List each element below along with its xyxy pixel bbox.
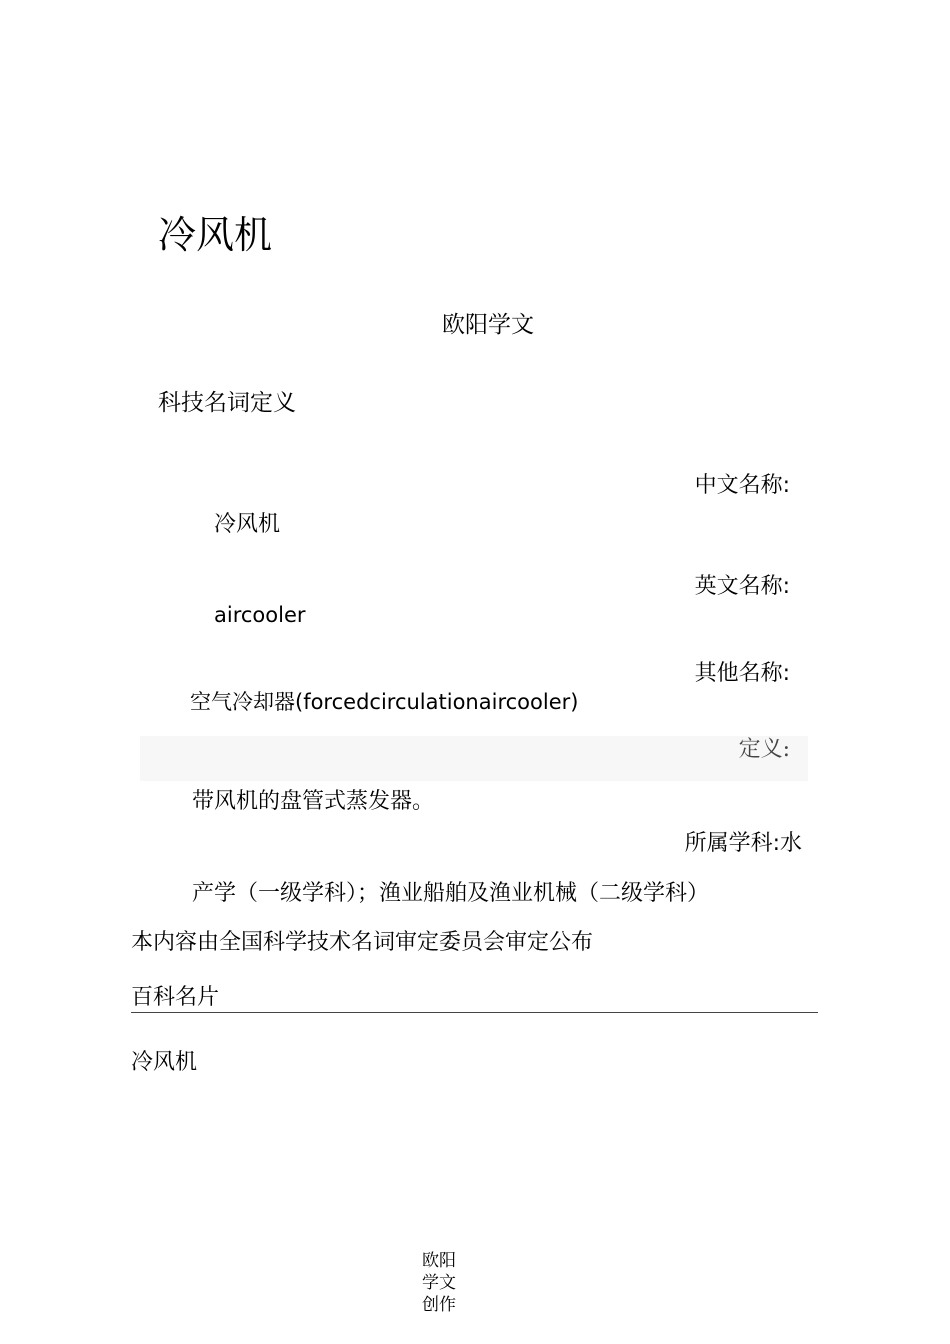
other-names-label: 其他名称: [694, 661, 790, 686]
source-note: 本内容由全国科学技术名词审定委员会审定公布 [131, 930, 594, 955]
chinese-name-label: 中文名称: [694, 473, 790, 498]
section-heading: 科技名词定义 [158, 390, 296, 416]
card-title: 冷风机 [131, 1050, 198, 1075]
other-names-value: 空气冷却器(forcedcirculationaircooler) [190, 690, 579, 714]
document-title: 冷风机 [158, 213, 273, 257]
author-name: 欧阳学文 [442, 312, 534, 338]
card-divider [131, 1012, 818, 1013]
definition-highlight-band [140, 736, 808, 781]
definition-value: 带风机的盘管式蒸发器。 [192, 789, 435, 814]
card-heading: 百科名片 [131, 985, 220, 1010]
discipline-value: 产学（一级学科）；渔业船舶及渔业机械（二级学科） [192, 881, 710, 906]
chinese-name-value: 冷风机 [214, 512, 281, 537]
english-name-value: aircooler [214, 603, 306, 627]
discipline-label: 所属学科:水 [684, 831, 802, 856]
english-name-label: 英文名称: [694, 574, 790, 599]
definition-label: 定义: [738, 737, 790, 762]
page-footer: 欧阳学文创作 [422, 1251, 456, 1315]
